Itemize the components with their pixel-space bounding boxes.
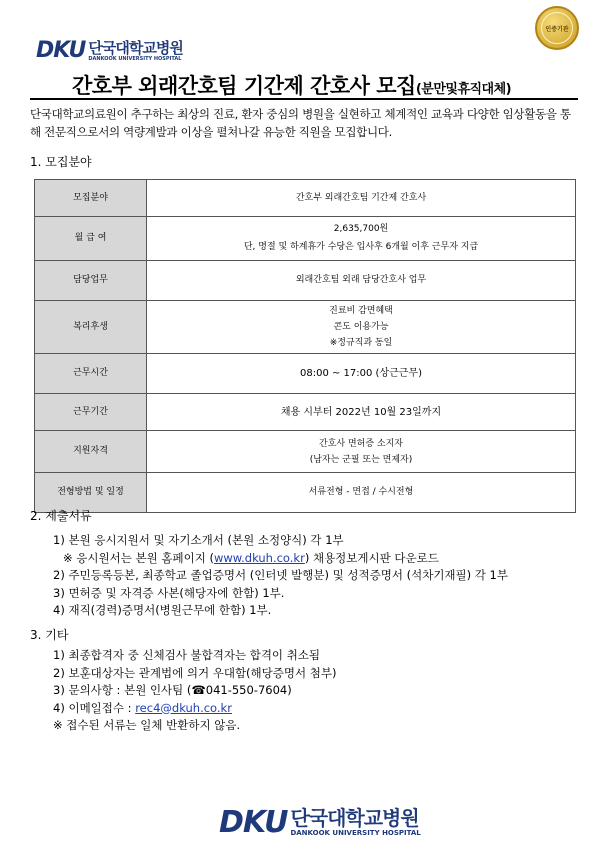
list-item-note: ※ 접수된 서류는 일체 반환하지 않음. (53, 718, 241, 732)
row-value (147, 261, 576, 301)
row-key: 지원자격 (35, 431, 147, 473)
row-value (147, 180, 576, 217)
note-text: ) 채용정보게시판 다운로드 (304, 550, 439, 565)
list-item (38, 700, 336, 718)
row-value (147, 473, 576, 513)
logo-korean-name: 단국대학교병원 (290, 806, 419, 830)
title-main: 간호부 외래간호팀 기간제 간호사 모집 (72, 74, 416, 98)
note-text: ※ 응시원서는 본원 홈페이지 ( (63, 550, 214, 565)
etc-list (38, 647, 336, 735)
recruitment-table (34, 179, 576, 513)
list-item: 2) 주민등록등본, 최종학교 졸업증명서 (인터넷 발행분) 및 성적증명서 (석차기재필) 각 1부 (53, 568, 508, 582)
table-row (35, 394, 576, 431)
table-row (35, 217, 576, 261)
row-value-line: 채용 시부터 2022년 10월 23일까지 (280, 406, 442, 418)
list-item-note (38, 550, 508, 568)
section-heading-recruitment: 1. 모집분야 (30, 155, 92, 169)
row-key: 전형방법 및 일정 (35, 473, 147, 513)
row-value (147, 301, 576, 354)
row-value-line: 외래간호팀 외래 담당간호사 업무 (295, 275, 427, 285)
logo-english-name: DANKOOK UNIVERSITY HOSPITAL (290, 829, 421, 837)
row-value (147, 394, 576, 431)
row-value-line: 진료비 감면혜택 (329, 306, 393, 316)
list-item: 4) 재직(경력)증명서(병원근무에 한함) 1부. (53, 603, 272, 617)
list-item: 2) 보훈대상자는 관계법에 의거 우대함(해당증명서 첨부) (53, 665, 337, 680)
table-row (35, 301, 576, 354)
list-item: 3) 문의사항 : 본원 인사팀 (☎041-550-7604) (53, 683, 292, 697)
documents-list (38, 532, 508, 620)
homepage-link[interactable]: www.dkuh.co.kr (213, 550, 305, 565)
email-label: 4) 이메일접수 : (53, 700, 136, 715)
list-item: 1) 최종합격자 중 신체검사 불합격자는 합격이 취소됨 (53, 648, 321, 662)
certification-badge-icon (535, 6, 579, 50)
row-key: 모집분야 (35, 180, 147, 217)
email-link[interactable]: rec4@dkuh.co.kr (135, 700, 232, 715)
row-value-line: 08:00 ~ 17:00 (상근근무) (300, 368, 422, 379)
row-key: 담당업무 (35, 261, 147, 301)
table-row (35, 354, 576, 394)
row-value-line: 단, 명절 및 하계휴가 수당은 입사후 6개월 이후 근무자 지급 (243, 242, 479, 252)
title-sub: (분만및휴직대체) (415, 82, 512, 97)
row-value-line: (남자는 군필 또는 면제자) (309, 454, 413, 465)
page-title (30, 70, 578, 100)
row-key: 근무시간 (35, 354, 147, 394)
logo-english-name: DANKOOK UNIVERSITY HOSPITAL (88, 55, 182, 62)
table-row (35, 261, 576, 301)
section-heading-documents: 2. 제출서류 (30, 509, 92, 523)
list-item: 1) 본원 응시지원서 및 자기소개서 (본원 소정양식) 각 1부 (53, 533, 344, 547)
table-row (35, 431, 576, 473)
row-value-line: 간호사 면허증 소지자 (319, 438, 403, 449)
table-row (35, 180, 576, 217)
row-value-line: ※정규직과 동일 (329, 338, 393, 348)
intro-paragraph: 단국대학교의료원이 추구하는 최상의 진료, 환자 중심의 병원을 실현하고 체계적인 교육과 다양한 임상활동을 통해 전문직으로서의 역량계발과 이상을 펼쳐나갈 유능한 직원을 모집합니다. (30, 107, 571, 139)
row-value-line: 2,635,700원 (333, 224, 389, 234)
row-value (147, 354, 576, 394)
badge-text: 인증기관 (545, 25, 569, 33)
hospital-logo-top (36, 38, 183, 63)
logo-korean-name: 단국대학교병원 (88, 38, 183, 57)
section-heading-etc: 3. 기타 (30, 628, 69, 642)
row-value-line: 서류전형 - 면접 / 수시전형 (308, 487, 414, 497)
row-value-line: 콘도 이용가능 (333, 322, 389, 332)
row-key: 근무기간 (35, 394, 147, 431)
row-value (147, 217, 576, 261)
row-key: 복리후생 (35, 301, 147, 354)
dku-logo-mark: DKU (219, 805, 288, 840)
dku-logo-mark: DKU (36, 38, 86, 63)
table-row (35, 473, 576, 513)
hospital-logo-bottom (219, 805, 421, 840)
row-value-line: 간호부 외래간호팀 기간제 간호사 (295, 192, 427, 203)
list-item: 3) 면허증 및 자격증 사본(해당자에 한함) 1부. (53, 585, 285, 600)
row-key: 월 급 여 (35, 217, 147, 261)
row-value (147, 431, 576, 473)
